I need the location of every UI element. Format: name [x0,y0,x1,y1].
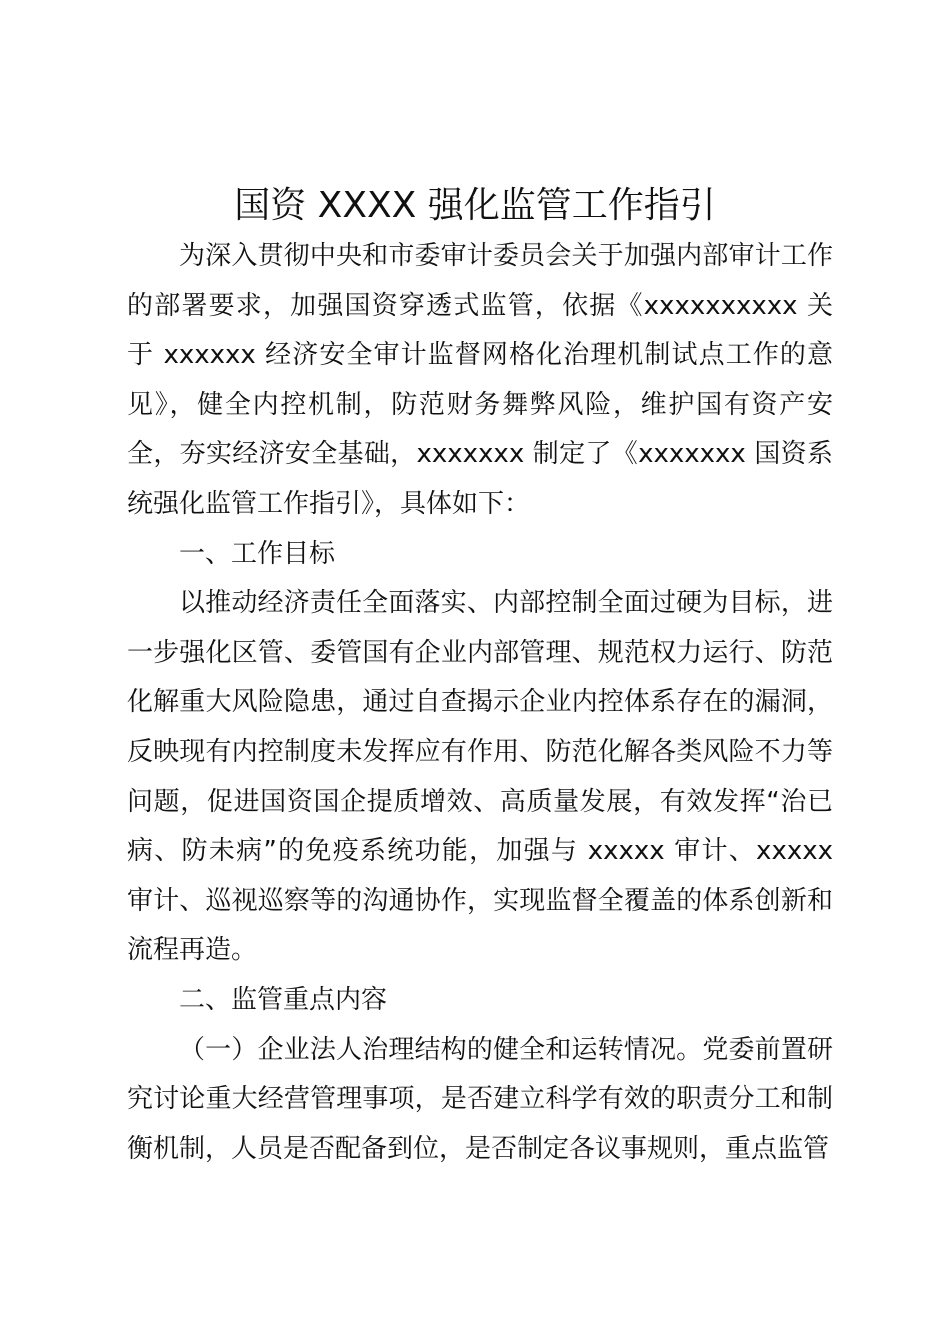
section-heading-goals: 一、工作目标 [179,538,336,569]
goals-paragraph: 以推动经济责任全面落实、内部控制全面过硬为目标，进一步强化区管、委管国有企业内部管理、规范权力运行、防范化解重大风险隐患，通过自查揭示企业内控体系存在的漏洞，反映现有内控制度未发挥应有作用、防范化解各类风险不力等问题，促进国资国企提质增效、高质量发展，有效发挥“治已病、防未病”的免疫系统功能，加强与 xxxxx 审计、xxxxx 审计、巡视巡察等的沟通协作，实现监督全覆盖的体系创新和流程再造。 [127,588,833,966]
intro-paragraph: 为深入贯彻中央和市委审计委员会关于加强内部审计工作的部署要求，加强国资穿透式监管，依据《xxxxxxxxxx 关于 xxxxxx 经济安全审计监督网格化治理机制试点工作的意见》，健全内控机制，防范财务舞弊风险，维护国有资产安全，夯实经济安全基础，xxxxxxx 制定了《xxxxxxx 国资系统强化监管工作指引》，具体如下： [127,241,833,519]
document-title: 国资 XXXX 强化监管工作指引 [234,185,716,226]
key-content-paragraph-1: （一）企业法人治理结构的健全和运转情况。党委前置研究讨论重大经营管理事项，是否建立科学有效的职责分工和制衡机制，人员是否配备到位，是否制定各议事规则，重点监管 [127,1034,833,1164]
document-body [127,232,833,1174]
section-heading-key-content: 二、监管重点内容 [179,984,388,1015]
